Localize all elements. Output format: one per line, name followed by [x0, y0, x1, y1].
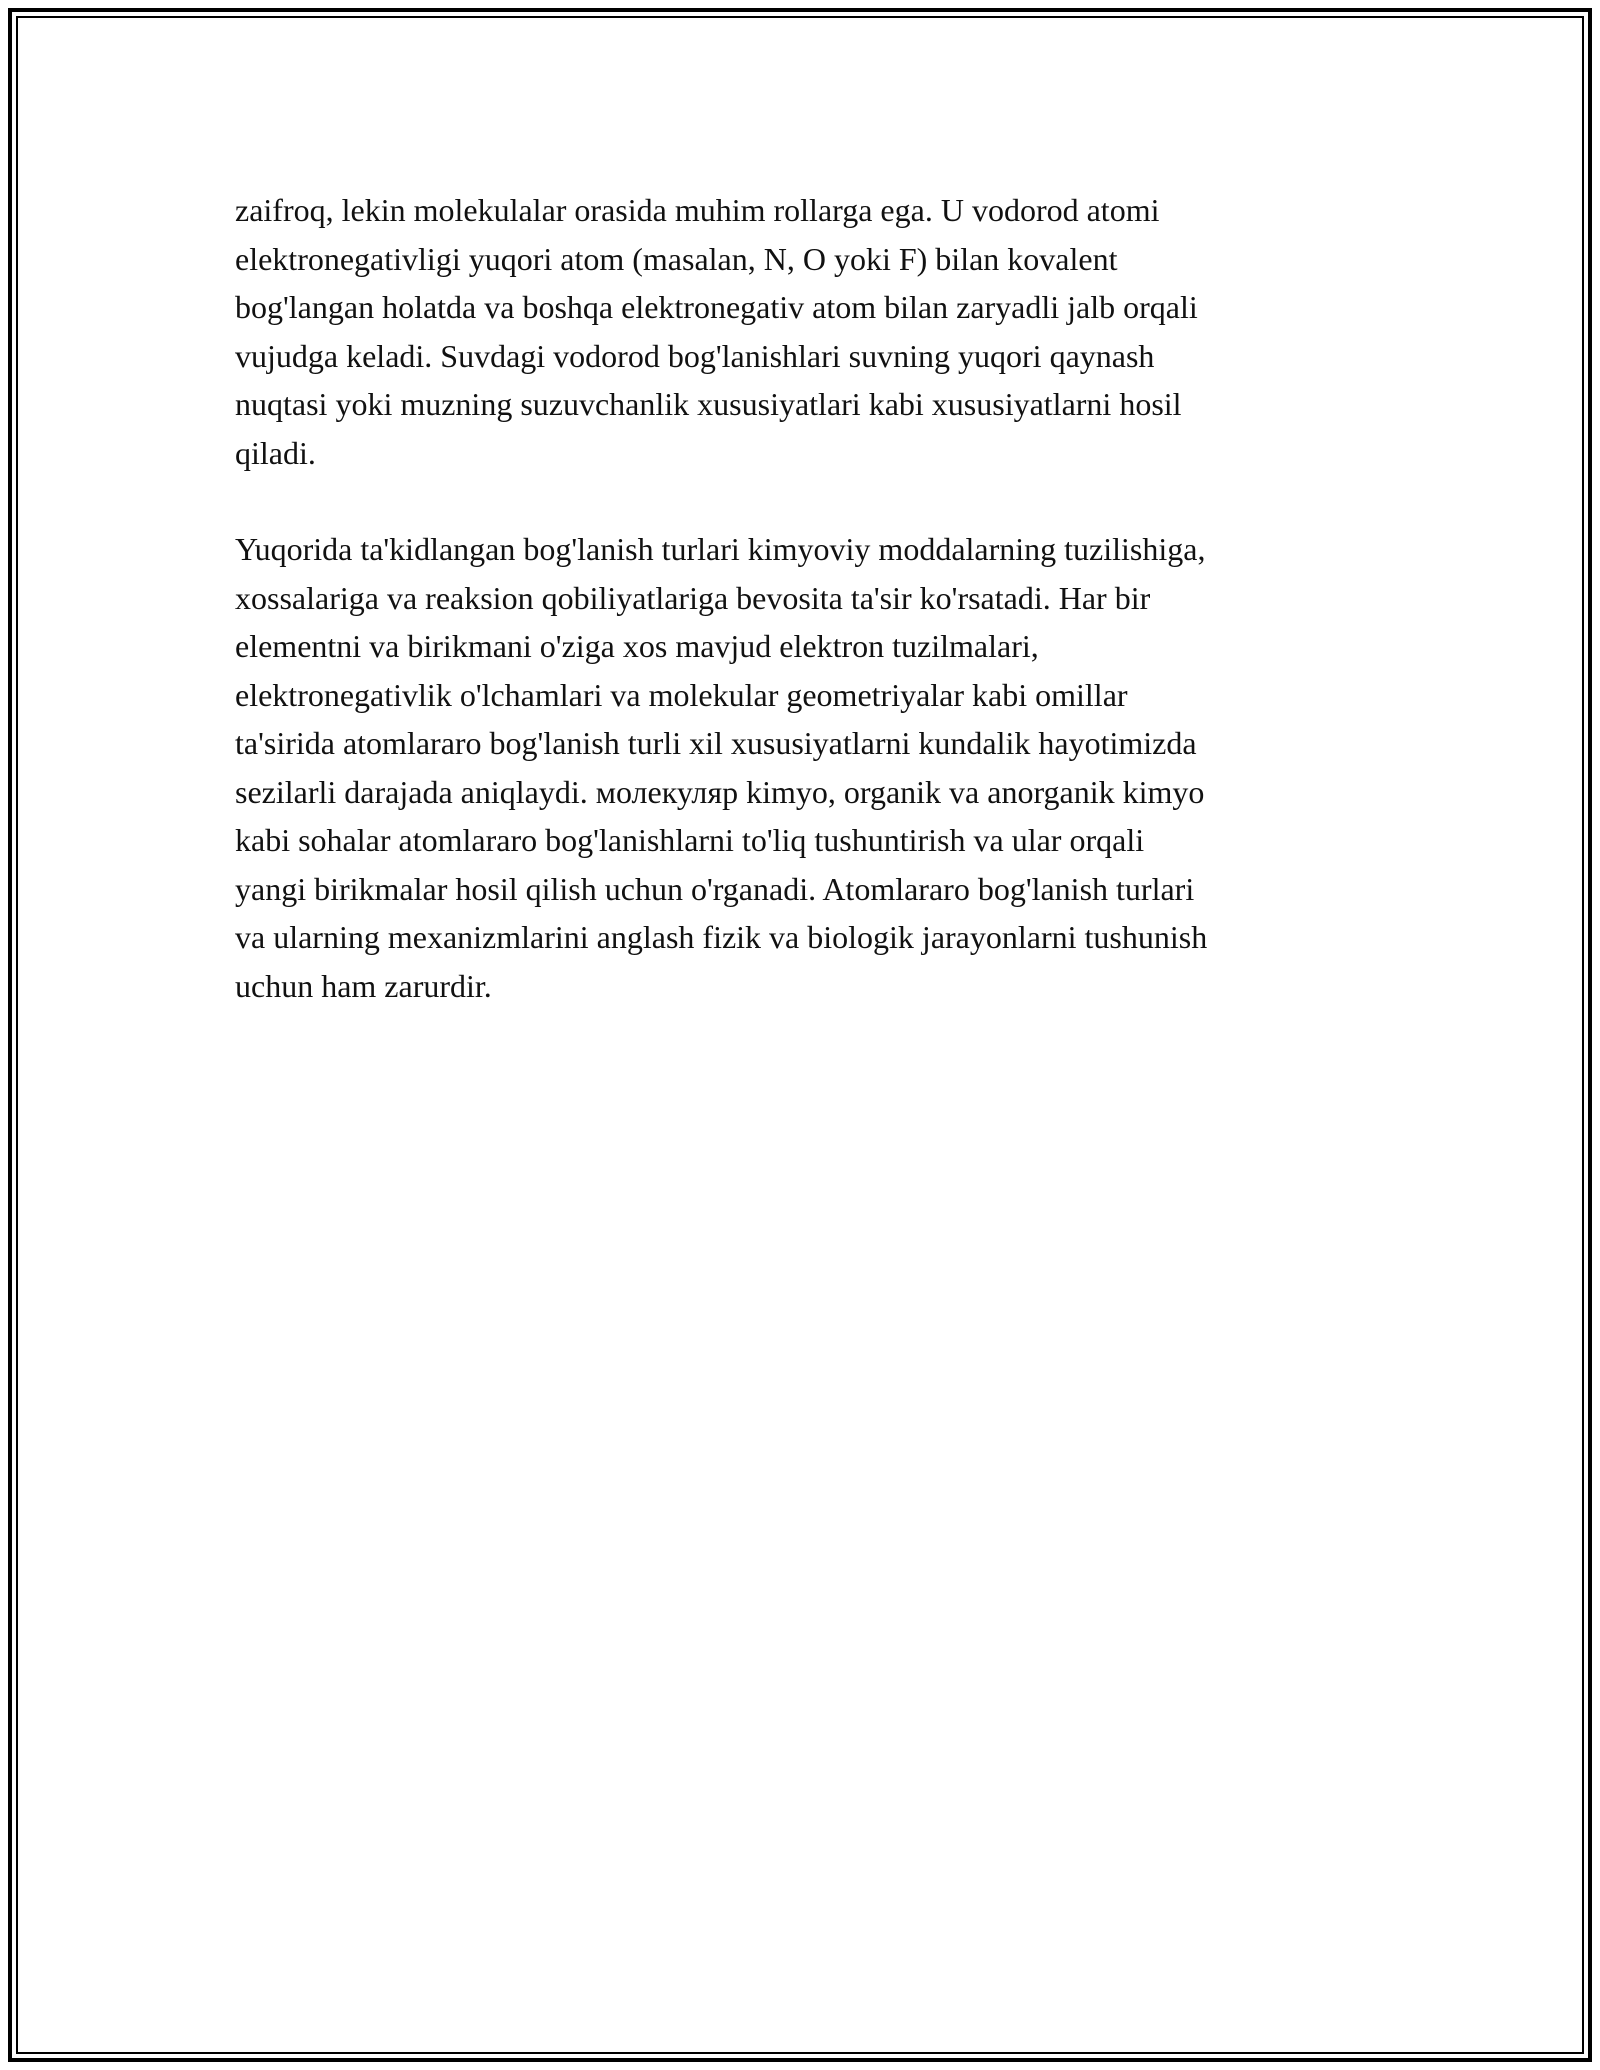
- paragraph-conclusion: Yuqorida ta'kidlangan bog'lanish turlari kimyoviy moddalarning tuzilishiga, xossalariga va reaksion qobiliyatlariga bevosita ta'sir ko'rsatadi. Har bir elementni va birikmani o'ziga xos mavjud elektron tuzilmalari, elektronegativlik o'lchamlari va molekular geometriyalar kabi omillar ta'sirida atomlararo bog'lanish turli xil xususiyatlarni kundalik hayotimizda sezilarli darajada aniqlaydi. молекуляр kimyo, organik va anorganik kimyo kabi sohalar atomlararo bog'lanishlarni to'liq tushuntirish va ular orqali yangi birikmalar hosil qilish uchun o'rganadi. Atomlararo bog'lanish turlari va ularning mexanizmlarini anglash fizik va biologik jarayonlarni tushunish uchun ham zarurdir.: [235, 531, 1208, 1004]
- document-body: [235, 186, 1380, 1010]
- paragraph-hydrogen-bond: zaifroq, lekin molekulalar orasida muhim rollarga ega. U vodorod atomi elektronegativligi yuqori atom (masalan, N, O yoki F) bilan kovalent bog'langan holatda va boshqa elektronegativ atom bilan zaryadli jalb orqali vujudga keladi. Suvdagi vodorod bog'lanishlari suvning yuqori qaynash nuqtasi yoki muzning suzuvchanlik xususiyatlari kabi xususiyatlarni hosil qiladi.: [235, 192, 1198, 471]
